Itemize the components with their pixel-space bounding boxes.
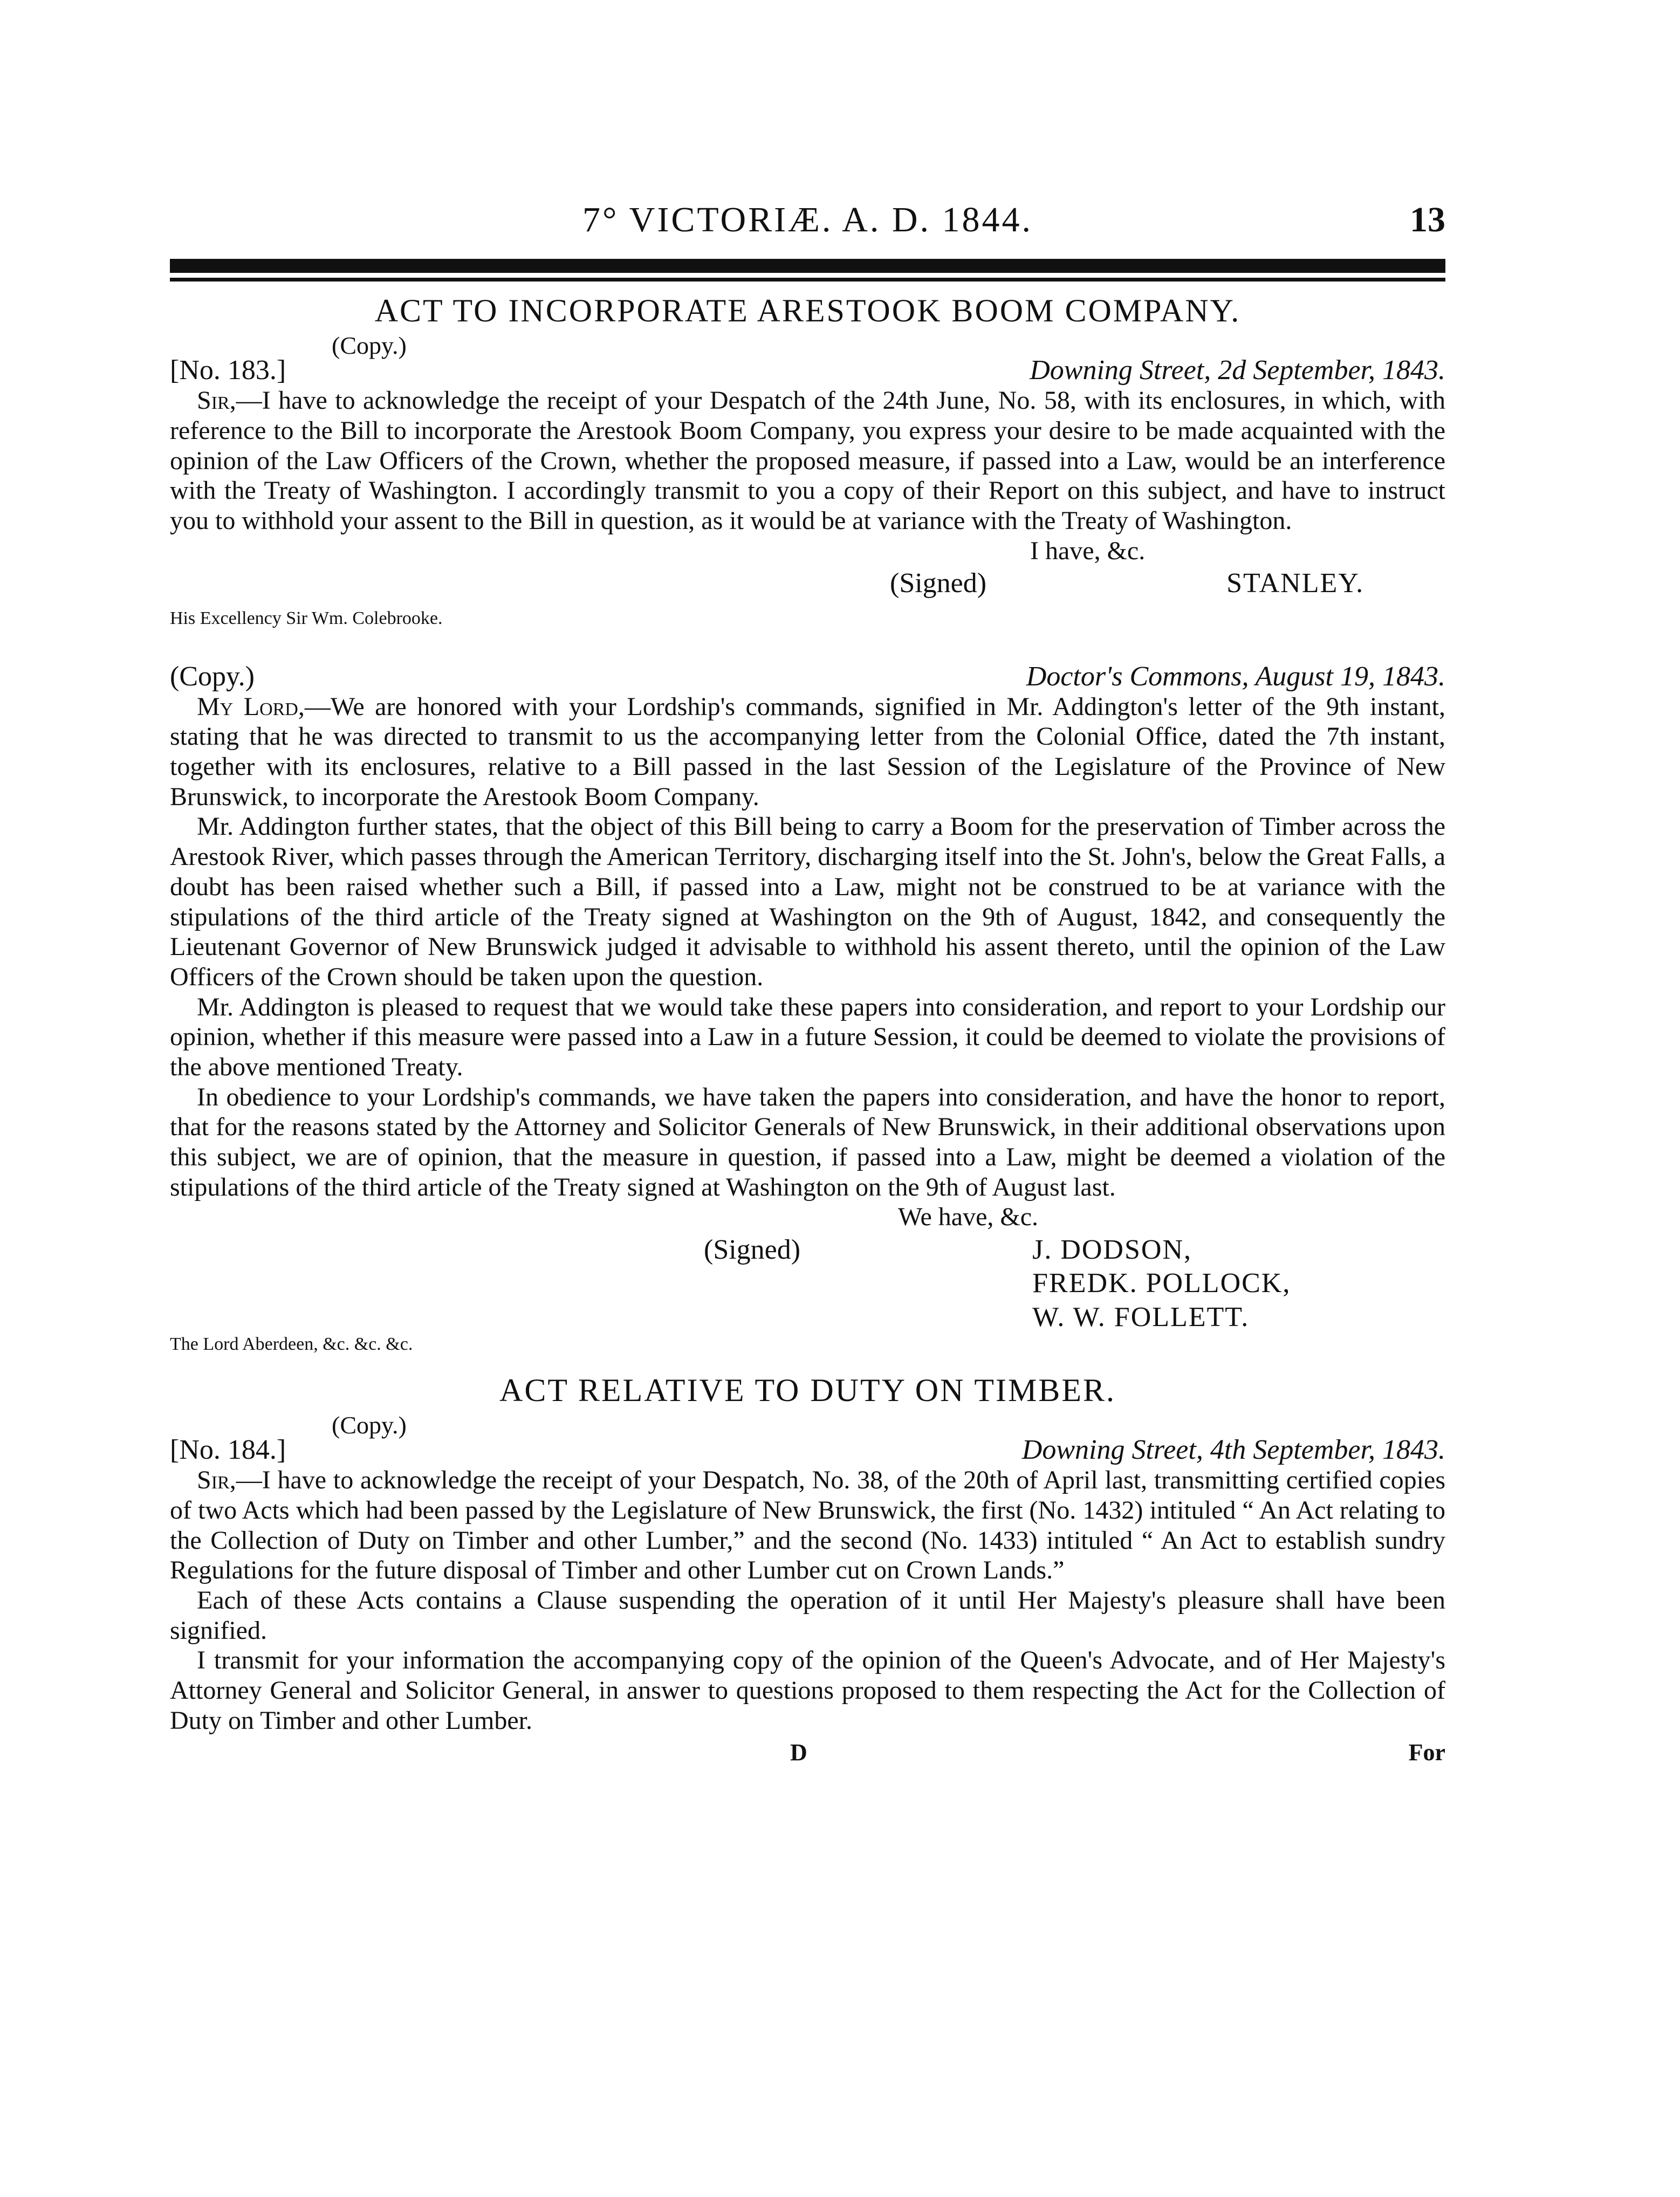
letter-timber [170,1413,1445,1735]
letter-paragraph: I transmit for your information the accompanying copy of the opinion of the Queen's Advocate, and of Her Majesty's Attorney General and Solicitor General, in answer to questions proposed to them respecting the Act for the Collection of Duty on Timber and other Lumber. [170,1646,1445,1735]
header-title: 7° VICTORIÆ. A. D. 1844. [582,200,1033,239]
dateline [170,661,1445,692]
copy-label: (Copy.) [332,332,407,359]
signer-name: W. W. FOLLETT. [1032,1301,1250,1333]
addressee: His Excellency Sir Wm. Colebrooke. [170,608,443,628]
running-header [170,200,1445,259]
signature-block [170,1233,1445,1334]
signer-name: STANLEY. [1226,568,1364,599]
signer-name: J. DODSON, [1032,1234,1192,1265]
header-rule-thick [170,259,1445,273]
signature-mark: D [790,1739,807,1766]
salutation: Sir, [197,386,236,415]
letter-paragraph [170,386,1445,535]
paragraph-text: —I have to acknowledge the receipt of your Despatch, No. 38, of the 20th of April last, transmitting certified copies of two Acts which had been passed by the Legislature of New Brunswick, the first (No. 1432) intituled “ An Act relating to the Collection of Duty on Timber and other Lumber,” and the second (No. 1433) intituled “ An Act to establish sundry Regulations for the future disposal of Timber and other Lumber cut on Crown Lands.” [170,1466,1445,1585]
letter-paragraph: In obedience to your Lordship's commands, we have taken the papers into consideration, and have the honor to report, that for the reasons stated by the Attorney and Solicitor Generals of New Brunswick, in their additional observations upon this subject, we are of opinion, that the measure in question, if passed into a Law, might be deemed a violation of the stipulations of the third article of the Treaty signed at Washington on the 9th of August last. [170,1082,1445,1202]
copy-label: (Copy.) [170,661,255,692]
paragraph-text: —We are honored with your Lordship's commands, signified in Mr. Addington's letter of the 9th instant, stating that he was directed to transmit to us the accompanying letter from the Colonial Office, dated the 7th instant, together with its enclosures, relative to a Bill passed in the last Session of the Legislature of the Province of New Brunswick, to incorporate the Arestook Boom Company. [170,692,1445,811]
page-footer [170,1739,1445,1766]
despatch-number: [No. 183.] [170,355,286,386]
dateline [170,355,1445,386]
section-title-arestook: ACT TO INCORPORATE ARESTOOK BOOM COMPANY. [374,293,1241,328]
letter-paragraph: Each of these Acts contains a Clause suspending the operation of it until Her Majesty's pleasure shall have been signified. [170,1585,1445,1645]
closing: We have, &c. [898,1203,1039,1232]
letter-paragraph: Mr. Addington further states, that the object of this Bill being to carry a Boom for the preservation of Timber across the Arestook River, which passes through the American Territory, discharging itself into the St. John's, below the Great Falls, a doubt has been raised whether such a Bill, if passed into a Law, might not be construed to be at variance with the stipulations of the third article of the Treaty signed at Washington on the 9th of August, 1842, and consequently the Lieutenant Governor of New Brunswick judged it advisable to withhold his assent thereto, until the opinion of the Law Officers of the Crown should be taken upon the question. [170,812,1445,991]
header-rule-thin [170,278,1445,282]
copy-label: (Copy.) [332,1411,407,1439]
closing: I have, &c. [1030,536,1146,565]
place-date: Downing Street, 2d September, 1843. [1030,355,1445,386]
letter-paragraph [170,692,1445,812]
salutation: Sir, [197,1466,236,1495]
dateline [170,1434,1445,1465]
signed-label: (Signed) [704,1234,801,1265]
paragraph-text: —I have to acknowledge the receipt of your Despatch of the 24th June, No. 58, with its enclosures, in which, with reference to the Bill to incorporate the Arestook Boom Company, you express your desire to be made acquainted with the opinion of the Law Officers of the Crown, whether the proposed measure, if passed into a Law, would be an interference with the Treaty of Washington. I accordingly transmit to you a copy of their Report on this subject, and have to instruct you to withhold your assent to the Bill in question, as it would be at variance with the Treaty of Washington. [170,386,1445,535]
addressee: The Lord Aberdeen, &c. &c. &c. [170,1334,413,1355]
letter-doctors-commons [170,661,1445,1355]
letter-paragraph [170,1465,1445,1585]
despatch-number: [No. 184.] [170,1434,286,1466]
salutation: My Lord, [197,692,305,721]
signers [1032,1233,1291,1334]
page-number: 13 [1410,200,1445,239]
catchword: For [1408,1739,1445,1766]
letter-stanley [170,333,1445,629]
signed-label: (Signed) [890,568,987,599]
signer-name: FREDK. POLLOCK, [1032,1268,1291,1299]
place-date: Doctor's Commons, August 19, 1843. [1026,661,1445,692]
section-title-timber: ACT RELATIVE TO DUTY ON TIMBER. [499,1372,1116,1409]
place-date: Downing Street, 4th September, 1843. [1021,1434,1445,1466]
document-page [170,200,1445,1766]
signature-row [170,567,1445,600]
letter-paragraph: Mr. Addington is pleased to request that we would take these papers into consideration, and report to your Lordship our opinion, whether if this measure were passed into a Law in a future Session, it could be deemed to violate the provisions of the above mentioned Treaty. [170,992,1445,1081]
